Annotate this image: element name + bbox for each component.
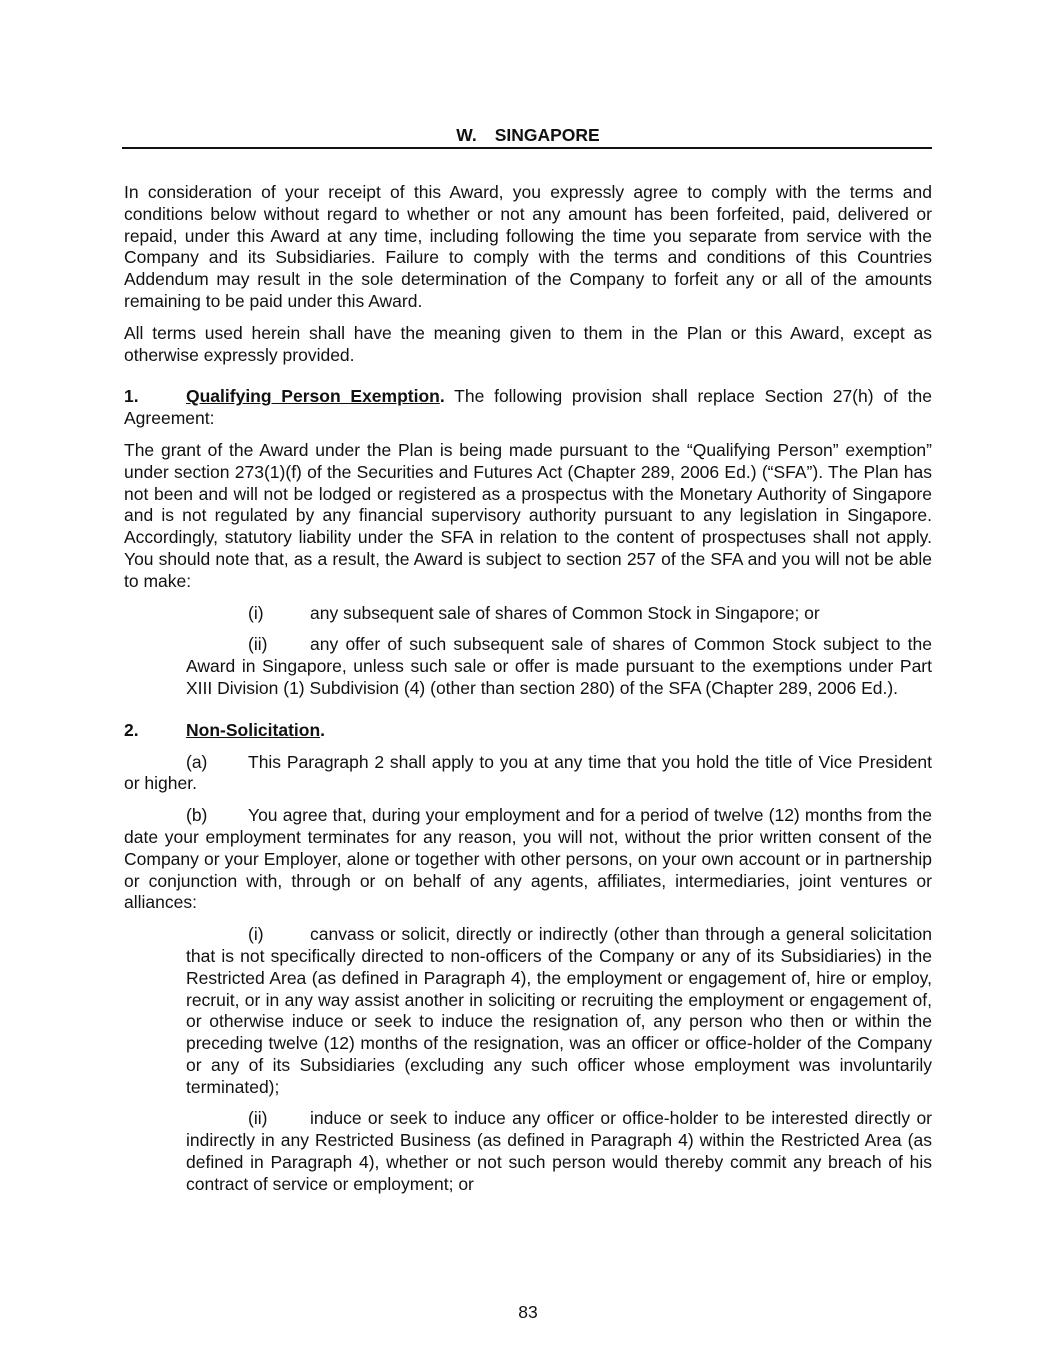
item-text: canvass or solicit, directly or indirectly (other than through a general solicitation that is not specifically directed to non-officers of the Company or any of its Subsidiaries) in the Restricted Area (as defined in Paragraph 4), the employment or engagement of, hire or employ, recruit, or in any way assist another in soliciting or recruiting the employment or engagement of, or otherwise induce or seek to induce the resignation of, any person who then or within the preceding twelve (12) months of the resignation, was an officer or office-holder of the Company or any of its Subsidiaries (excluding any such officer whose employment was involuntarily terminated); xyxy=(186,924,932,1097)
item-marker: (i) xyxy=(248,602,264,623)
section-2-number: 2. xyxy=(124,719,139,740)
section-1-title: Qualifying Person Exemption xyxy=(186,386,440,407)
item-marker: (ii) xyxy=(248,1108,268,1129)
section-1-title-end: . xyxy=(439,386,445,407)
item-marker: (i) xyxy=(248,924,264,945)
paragraph-marker: (b) xyxy=(186,805,208,826)
heading-rule xyxy=(122,147,932,149)
section-2-title: Non-Solicitation xyxy=(186,719,321,740)
document-body xyxy=(124,182,932,1196)
section-2-item xyxy=(186,924,932,1098)
document-page xyxy=(124,0,932,1365)
section-2-heading xyxy=(124,720,932,742)
section-1-heading xyxy=(124,386,932,430)
item-marker: (ii) xyxy=(248,634,268,655)
item-text: any subsequent sale of shares of Common Stock in Singapore; or xyxy=(310,602,820,623)
page-heading xyxy=(124,124,932,146)
item-text: any offer of such subsequent sale of shares of Common Stock subject to the Award in Singapore, unless such sale or offer is made pursuant to the exemptions under Part XIII Division (1) Subdivision (4) (other than section 280) of the SFA (Chapter 289, 2006 Ed.). xyxy=(186,634,932,698)
intro-paragraph: All terms used herein shall have the meaning given to them in the Plan or this Award, except as otherwise expressly provided. xyxy=(124,322,932,365)
item-text: induce or seek to induce any officer or office-holder to be interested directly or indirectly in any Restricted Business (as defined in Paragraph 4) within the Restricted Area (as defined in Paragraph 4), whether or not such person would thereby commit any breach of his contract of service or employment; or xyxy=(186,1108,932,1194)
page-number: 83 xyxy=(518,1302,538,1322)
section-2-paragraph xyxy=(124,805,932,914)
heading-title: SINGAPORE xyxy=(494,125,600,145)
paragraph-marker: (a) xyxy=(186,751,208,772)
intro-paragraph: In consideration of your receipt of this Award, you expressly agree to comply with the terms and conditions below without regard to whether or not any amount has been forfeited, paid, delivered or repaid, under this Award at any time, including following the time you separate from service with the Company and its Subsidiaries. Failure to comply with the terms and conditions of this Countries Addendum may result in the sole determination of the Company to forfeit any or all of the amounts remaining to be paid under this Award. xyxy=(124,182,932,311)
section-1-number: 1. xyxy=(124,386,139,407)
section-1-item xyxy=(248,603,932,625)
section-2-title-end: . xyxy=(320,719,326,740)
section-1-body: The grant of the Award under the Plan is being made pursuant to the “Qualifying Person” exemption” under section 273(1)(f) of the Securities and Futures Act (Chapter 289, 2006 Ed.) (“SFA”). The Plan has not been and will not be lodged or registered as a prospectus with the Monetary Authority of Singapore and is not regulated by any financial supervisory authority pursuant to any legislation in Singapore. Accordingly, statutory liability under the SFA in relation to the content of prospectuses shall not apply. You should note that, as a result, the Award is subject to section 257 of the SFA and you will not be able to make: xyxy=(124,439,932,591)
section-2-paragraph xyxy=(124,752,932,796)
section-1-lead: The following provision shall replace Section 27(h) of the Agreement: xyxy=(124,386,932,429)
section-2-item xyxy=(186,1108,932,1195)
section-1-item xyxy=(186,634,932,699)
heading-letter: W. xyxy=(456,125,477,145)
paragraph-text: You agree that, during your employment and for a period of twelve (12) months from the date your employment terminates for any reason, you will not, without the prior written consent of the Company or your Employer, alone or together with other persons, on your own account or in partnership or conjunction with, through or on behalf of any agents, affiliates, intermediaries, joint ventures or alliances: xyxy=(124,805,932,913)
paragraph-text: This Paragraph 2 shall apply to you at any time that you hold the title of Vice President or higher. xyxy=(124,751,932,794)
